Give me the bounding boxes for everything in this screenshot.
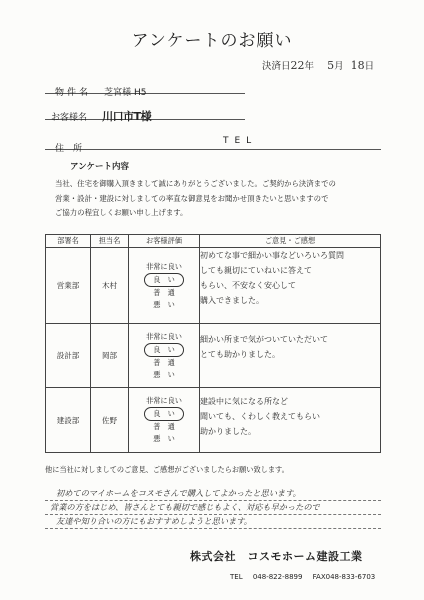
rating-cell (129, 248, 200, 324)
rating-option[interactable]: 普 通 (153, 287, 175, 297)
divider (45, 514, 381, 515)
survey-heading: アンケート内容 (70, 162, 129, 172)
property-row (45, 80, 245, 98)
comment-cell: 建設中に気になる所など 聞いても、くわしく教えてもらい 助かりました。 (200, 388, 381, 453)
date-day: 18 (350, 59, 365, 72)
address-row (45, 136, 381, 154)
rating-cell (129, 324, 200, 388)
table-header (46, 235, 381, 248)
staff-name: 岡部 (91, 324, 129, 388)
dept-name: 営業部 (46, 248, 91, 324)
rating-option[interactable]: 悪 い (153, 299, 175, 309)
divider (45, 528, 381, 529)
property-label: 物件名 (55, 88, 92, 98)
comment-cell: 初めてな事で細かい事などいろいろ質問 しても親切にていねいに答えて もらい、不安なく安心して 購入できました。 (200, 248, 381, 324)
company-fax: 048-833-6703 (325, 573, 376, 581)
header-dept: 部署名 (46, 235, 91, 248)
rating-option[interactable]: 悪 い (153, 434, 175, 443)
dept-name: 建設部 (46, 388, 91, 453)
table-row (46, 324, 381, 388)
rating-option[interactable]: 非常に良い (146, 261, 182, 271)
intro-paragraph: 当社、住宅を御購入頂きまして誠にありがとうございました。ご契約から決済までの 営業・設計・建設に対しましての率直な御意見をお聞かせ頂きたいと思いますので ご協力の程宜しくお願い申し上げます。 (55, 179, 336, 217)
other-comments-prompt: 他に当社に対しましてのご意見、ご感想がございましたらお願い致します。 (45, 465, 289, 474)
date-month: 5 (327, 59, 335, 72)
page-title: アンケートのお願い (131, 31, 293, 51)
rating-option[interactable]: 悪 い (153, 369, 175, 379)
divider (45, 500, 381, 501)
tel-label: TEL (223, 136, 258, 146)
date-year: 22 (290, 59, 305, 72)
table-row (46, 388, 381, 453)
rating-option[interactable]: 普 通 (153, 422, 175, 431)
property-value: 芝宮様 H5 (104, 88, 147, 98)
customer-value: 川口市T様 (102, 110, 152, 123)
company-tel: 048-822-8899 (252, 573, 303, 581)
rating-cell (129, 388, 200, 453)
rating-option[interactable]: 非常に良い (146, 331, 182, 341)
staff-name: 佐野 (91, 388, 129, 453)
dept-name: 設計部 (46, 324, 91, 388)
table-row (46, 248, 381, 324)
customer-row (45, 105, 245, 123)
rating-option[interactable]: 非常に良い (146, 396, 182, 405)
rating-option-selected[interactable]: 良 い (144, 343, 184, 357)
rating-option-selected[interactable]: 良 い (144, 273, 184, 287)
header-staff: 担当名 (91, 235, 129, 248)
company-contact: TEL 048-822-8899 FAX048-833-6703 (230, 573, 376, 581)
header-rating: お客様評価 (129, 235, 200, 248)
rating-option-selected[interactable]: 良 い (144, 407, 184, 421)
other-comment-line: 友達や知り合いの方にもおすすめしようと思います。 (56, 516, 252, 526)
staff-name: 木村 (91, 248, 129, 324)
rating-option[interactable]: 普 通 (153, 357, 175, 367)
other-comment-line: 初めてのマイホームをコスモさんで購入してよかったと思います。 (56, 488, 301, 498)
other-comment-line: 営業の方をはじめ、皆さんとても親切で感じもよく、対応も早かったので (50, 502, 320, 512)
evaluation-table (45, 234, 381, 453)
settlement-date: 決済日22年 5月 18日 (262, 59, 375, 72)
address-label: 住 所 (55, 144, 83, 154)
comment-cell: 細かい所まで気がついていただいて とても助かりました。 (200, 324, 381, 388)
customer-label: お客様名 (51, 113, 88, 123)
company-name: 株式会社 コスモホーム建設工業 (190, 550, 363, 563)
header-comment: ご意見・ご感想 (200, 235, 381, 248)
